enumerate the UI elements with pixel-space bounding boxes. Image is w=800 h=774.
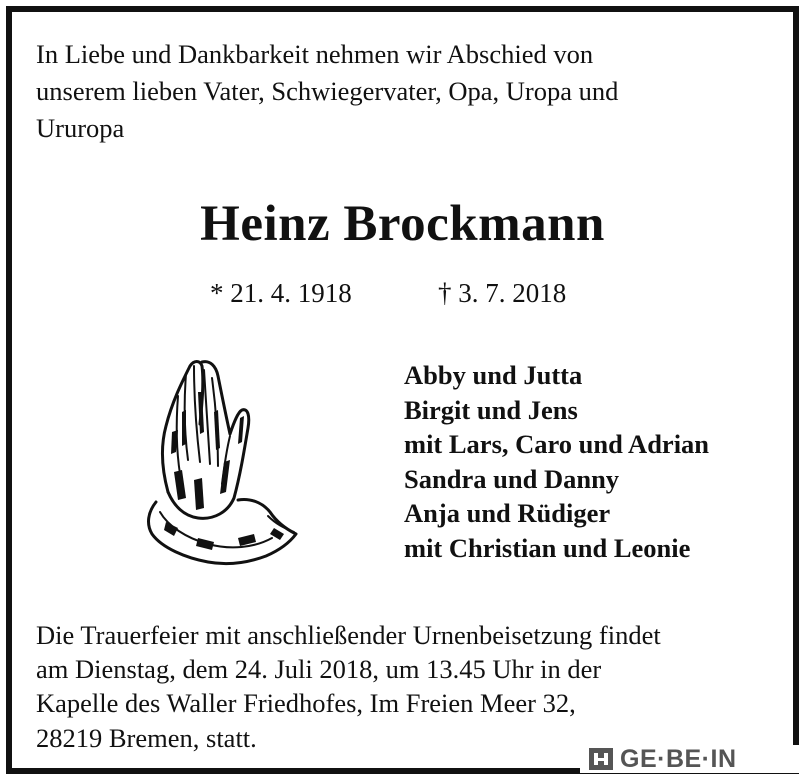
family-member: mit Christian und Leonie	[404, 532, 691, 563]
birth-date: * 21. 4. 1918	[210, 278, 352, 308]
gebein-logo-icon	[588, 747, 614, 771]
deceased-name: Heinz Brockmann	[200, 196, 605, 252]
family-member: Anja und Rüdiger	[404, 498, 611, 529]
intro-line: In Liebe und Dankbarkeit nehmen wir Abschied von	[36, 39, 594, 69]
obituary-card	[6, 6, 799, 774]
intro-line: Ururopa	[36, 113, 125, 143]
funeral-line: Kapelle des Waller Friedhofes, Im Freien Meer 32,	[36, 688, 576, 719]
family-member: Sandra und Danny	[404, 463, 620, 494]
family-member: Birgit und Jens	[404, 394, 578, 425]
funeral-line: Die Trauerfeier mit anschließender Urnenbeisetzung findet	[36, 620, 661, 650]
funeral-details	[36, 618, 796, 755]
family-member: mit Lars, Caro und Adrian	[404, 429, 710, 460]
intro-text	[36, 36, 736, 147]
praying-hands-icon	[138, 352, 298, 568]
family-list	[404, 358, 709, 566]
death-date: † 3. 7. 2018	[438, 278, 567, 308]
funeral-line: am Dienstag, dem 24. Juli 2018, um 13.45 Uhr in der	[36, 654, 602, 685]
publisher-logo	[580, 745, 800, 773]
family-member: Abby und Jutta	[404, 360, 583, 390]
intro-line: unserem lieben Vater, Schwiegervater, Opa, Uropa und	[36, 76, 619, 106]
logo-text: GE·BE·IN	[620, 744, 737, 773]
funeral-line: 28219 Bremen, statt.	[36, 722, 257, 753]
